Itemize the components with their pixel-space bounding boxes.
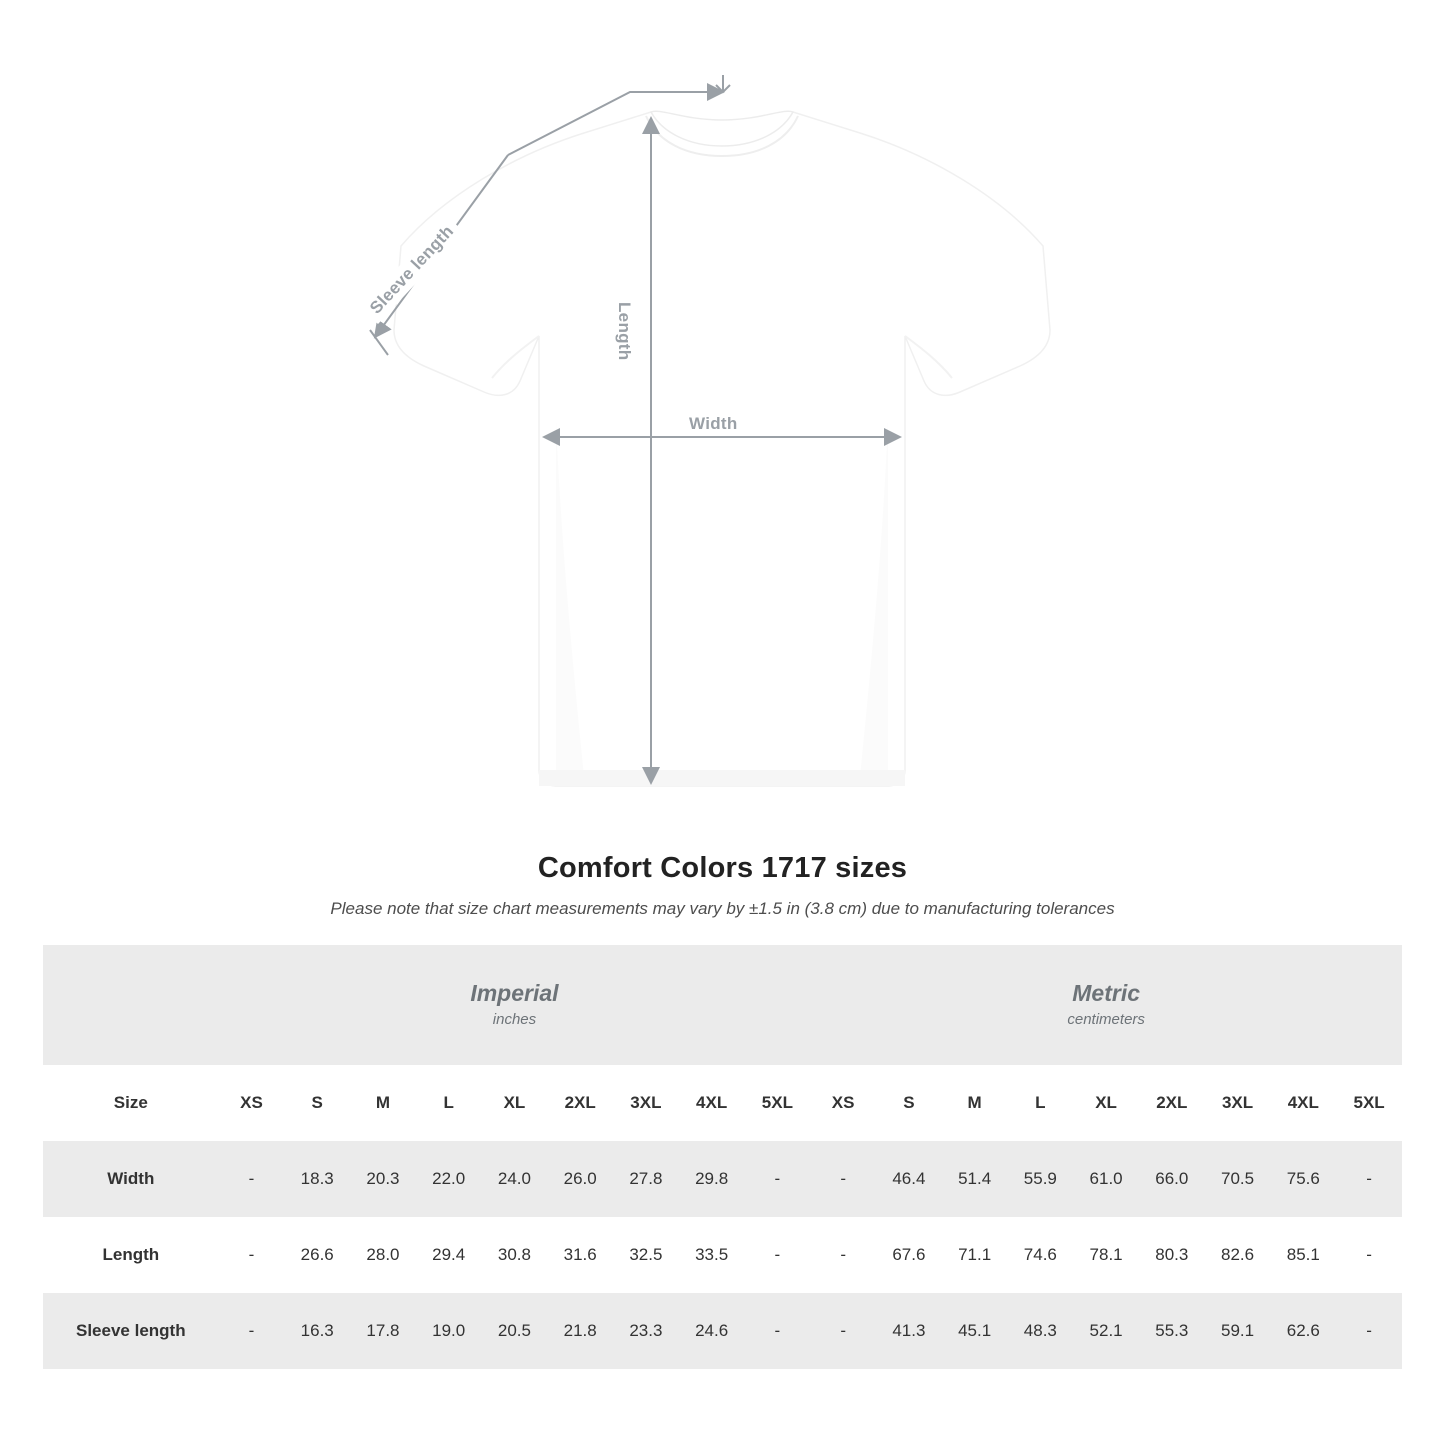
size-header-imp-4xl: 4XL: [679, 1065, 745, 1141]
cell-width-met-8: -: [1336, 1141, 1402, 1217]
metric-unit-name: Metric: [1072, 980, 1141, 1007]
cell-width-met-0: -: [810, 1141, 876, 1217]
cell-sleeve-met-4: 52.1: [1073, 1293, 1139, 1369]
cell-sleeve-met-5: 55.3: [1139, 1293, 1205, 1369]
size-header-met-5xl: 5XL: [1336, 1065, 1402, 1141]
size-header-imp-xs: XS: [219, 1065, 285, 1141]
cell-width-imp-7: 29.8: [679, 1141, 745, 1217]
size-header-met-l: L: [1007, 1065, 1073, 1141]
table-row: [43, 1293, 1402, 1369]
cell-width-imp-4: 24.0: [482, 1141, 548, 1217]
size-header-met-2xl: 2XL: [1139, 1065, 1205, 1141]
cell-length-imp-6: 32.5: [613, 1217, 679, 1293]
cell-width-imp-0: -: [219, 1141, 285, 1217]
cell-length-met-4: 78.1: [1073, 1217, 1139, 1293]
cell-width-imp-6: 27.8: [613, 1141, 679, 1217]
size-header-imp-l: L: [416, 1065, 482, 1141]
cell-width-met-5: 66.0: [1139, 1141, 1205, 1217]
imperial-unit-name: Imperial: [470, 980, 559, 1007]
cell-sleeve-imp-7: 24.6: [679, 1293, 745, 1369]
size-table: [43, 945, 1402, 1369]
size-header-met-xl: XL: [1073, 1065, 1139, 1141]
cell-width-met-6: 70.5: [1205, 1141, 1271, 1217]
size-header-label: Size: [43, 1065, 219, 1141]
cell-sleeve-imp-3: 19.0: [416, 1293, 482, 1369]
cell-length-imp-5: 31.6: [547, 1217, 613, 1293]
width-dimension-label: Width: [681, 414, 746, 434]
imperial-unit-sub: inches: [492, 1011, 537, 1029]
size-header-row: [43, 1065, 1402, 1141]
tolerance-note: Please note that size chart measurements may vary by ±1.5 in (3.8 cm) due to manufacturing tolerances: [330, 899, 1115, 918]
cell-length-imp-2: 28.0: [350, 1217, 416, 1293]
cell-sleeve-imp-0: -: [219, 1293, 285, 1369]
tshirt-shape: [394, 111, 1050, 786]
cell-width-met-3: 55.9: [1007, 1141, 1073, 1217]
cell-width-imp-5: 26.0: [547, 1141, 613, 1217]
cell-length-met-5: 80.3: [1139, 1217, 1205, 1293]
cell-sleeve-imp-1: 16.3: [284, 1293, 350, 1369]
size-header-met-3xl: 3XL: [1205, 1065, 1271, 1141]
metric-unit-sub: centimeters: [1067, 1011, 1145, 1029]
cell-length-met-3: 74.6: [1007, 1217, 1073, 1293]
unit-header-row: [43, 945, 1402, 1065]
unit-header-blank: [43, 945, 219, 1065]
cell-length-imp-0: -: [219, 1217, 285, 1293]
cell-width-imp-8: -: [745, 1141, 811, 1217]
size-header-imp-2xl: 2XL: [547, 1065, 613, 1141]
cell-sleeve-met-2: 45.1: [942, 1293, 1008, 1369]
cell-width-met-4: 61.0: [1073, 1141, 1139, 1217]
title-block: [0, 852, 1445, 919]
cell-length-imp-7: 33.5: [679, 1217, 745, 1293]
row-label-sleeve-length: Sleeve length: [43, 1293, 219, 1369]
cell-sleeve-imp-8: -: [745, 1293, 811, 1369]
cell-width-imp-2: 20.3: [350, 1141, 416, 1217]
cell-width-imp-1: 18.3: [284, 1141, 350, 1217]
cell-length-met-8: -: [1336, 1217, 1402, 1293]
metric-unit-header: [810, 945, 1402, 1065]
size-header-imp-s: S: [284, 1065, 350, 1141]
cell-length-met-2: 71.1: [942, 1217, 1008, 1293]
size-header-met-4xl: 4XL: [1270, 1065, 1336, 1141]
table-row: [43, 1217, 1402, 1293]
size-header-imp-m: M: [350, 1065, 416, 1141]
cell-length-imp-3: 29.4: [416, 1217, 482, 1293]
size-header-imp-5xl: 5XL: [745, 1065, 811, 1141]
cell-sleeve-met-6: 59.1: [1205, 1293, 1271, 1369]
size-header-imp-xl: XL: [482, 1065, 548, 1141]
cell-width-met-7: 75.6: [1270, 1141, 1336, 1217]
cell-sleeve-imp-5: 21.8: [547, 1293, 613, 1369]
cell-width-met-2: 51.4: [942, 1141, 1008, 1217]
cell-length-met-0: -: [810, 1217, 876, 1293]
cell-length-imp-1: 26.6: [284, 1217, 350, 1293]
cell-sleeve-met-7: 62.6: [1270, 1293, 1336, 1369]
page-title: Comfort Colors 1717 sizes: [537, 852, 908, 884]
cell-sleeve-imp-2: 17.8: [350, 1293, 416, 1369]
cell-sleeve-met-0: -: [810, 1293, 876, 1369]
sleeve-dimension-label: Sleeve length: [360, 216, 463, 324]
cell-length-met-7: 85.1: [1270, 1217, 1336, 1293]
cell-length-met-6: 82.6: [1205, 1217, 1271, 1293]
imperial-unit-header: [219, 945, 811, 1065]
row-label-width: Width: [43, 1141, 219, 1217]
size-header-imp-3xl: 3XL: [613, 1065, 679, 1141]
cell-sleeve-met-3: 48.3: [1007, 1293, 1073, 1369]
length-dimension-label: Length: [612, 296, 636, 366]
row-label-length: Length: [43, 1217, 219, 1293]
size-header-met-m: M: [942, 1065, 1008, 1141]
cell-length-met-1: 67.6: [876, 1217, 942, 1293]
cell-sleeve-met-8: -: [1336, 1293, 1402, 1369]
cell-length-imp-4: 30.8: [482, 1217, 548, 1293]
cell-sleeve-imp-4: 20.5: [482, 1293, 548, 1369]
size-header-met-s: S: [876, 1065, 942, 1141]
size-table-wrapper: [43, 945, 1402, 1369]
size-header-met-xs: XS: [810, 1065, 876, 1141]
cell-length-imp-8: -: [745, 1217, 811, 1293]
cell-sleeve-imp-6: 23.3: [613, 1293, 679, 1369]
cell-width-imp-3: 22.0: [416, 1141, 482, 1217]
table-row: [43, 1141, 1402, 1217]
cell-width-met-1: 46.4: [876, 1141, 942, 1217]
cell-sleeve-met-1: 41.3: [876, 1293, 942, 1369]
